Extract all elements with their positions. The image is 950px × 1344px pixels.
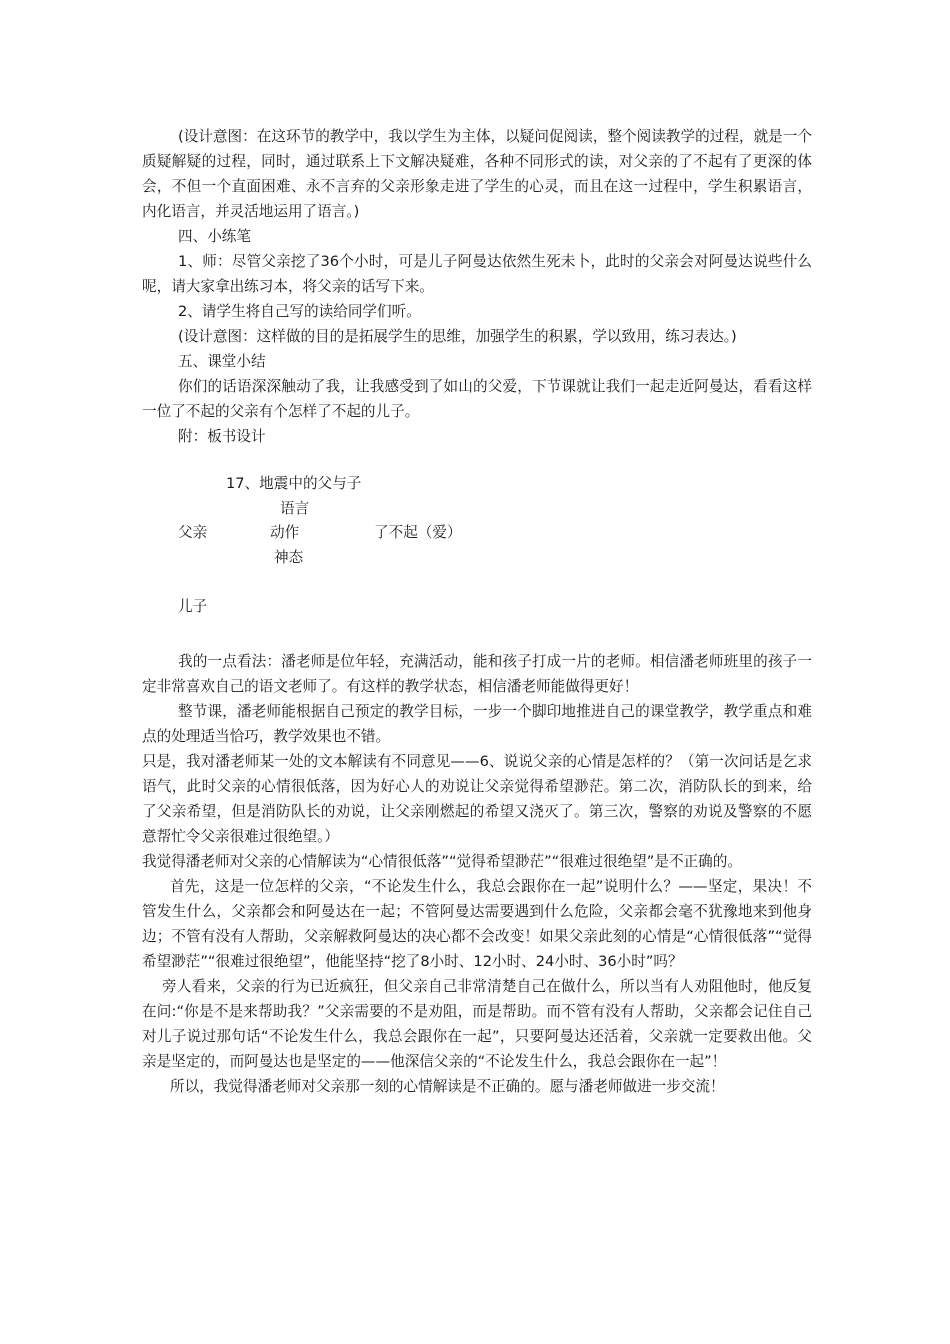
opinion-paragraph-2: 整节课，潘老师能根据自己预定的教学目标，一步一个脚印地推进自己的课堂教学，教学重点和难点的处理适当恰巧，教学效果也不错。 bbox=[142, 703, 812, 745]
opinion-paragraph-7: 所以，我觉得潘老师对父亲那一刻的心情解读是不正确的。愿与潘老师做进一步交流！ bbox=[170, 1078, 725, 1095]
design-intent-paragraph-1: (设计意图：在这环节的教学中，我以学生为主体，以疑问促阅读，整个阅读教学的过程，就是一个质疑解疑的过程，同时，通过联系上下文解决疑难，各种不同形式的读，对父亲的了不起有了更深的体会，不但一个直面困难、永不言弃的父亲形象走进了学生的心灵，而且在这一过程中，学生积累语言，内化语言，并灵活地运用了语言。) bbox=[142, 128, 812, 220]
board-expression: 神态 bbox=[274, 549, 304, 566]
opinion-paragraph-5: 首先，这是一位怎样的父亲，“不论发生什么，我总会跟你在一起”说明什么？——坚定，果决！不管发生什么，父亲都会和阿曼达在一起；不管阿曼达需要遇到什么危险，父亲都会毫不犹豫地来到他身边；不管有没有人帮助，父亲解救阿曼达的决心都不会改变！如果父亲此刻的心情是“心情很低落”“觉得希望渺茫”“很难过很绝望”，他能坚持“挖了8小时、12小时、24小时、36小时”吗？ bbox=[142, 878, 812, 970]
opinion-paragraph-4: 我觉得潘老师对父亲的心情解读为“心情很低落”“觉得希望渺茫”“很难过很绝望”是不正确的。 bbox=[142, 853, 742, 870]
board-father: 父亲 bbox=[178, 524, 208, 541]
opinion-paragraph-6: 旁人看来，父亲的行为已近疯狂，但父亲自己非常清楚自己在做什么，所以当有人劝阻他时，他反复在问:“你是不是来帮助我？”父亲需要的不是劝阻，而是帮助。而不管有没有人帮助，父亲都会记住自己对儿子说过那句话“不论发生什么，我总会跟你在一起”，只要阿曼达还活着，父亲就一定要救出他。父亲是坚定的，而阿曼达也是坚定的——他深信父亲的“不论发生什么，我总会跟你在一起”！ bbox=[142, 978, 812, 1070]
opinion-paragraph-1: 我的一点看法：潘老师是位年轻，充满活动，能和孩子打成一片的老师。相信潘老师班里的孩子一定非常喜欢自己的语文老师了。有这样的教学状态，相信潘老师能做得更好！ bbox=[142, 653, 812, 695]
practice-item-1: 1、师：尽管父亲挖了36个小时，可是儿子阿曼达依然生死未卜，此时的父亲会对阿曼达说些什么呢，请大家拿出练习本，将父亲的话写下来。 bbox=[142, 253, 812, 295]
board-language: 语言 bbox=[280, 500, 310, 517]
summary-paragraph: 你们的话语深深触动了我，让我感受到了如山的父爱，下节课就让我们一起走近阿曼达，看看这样一位了不起的父亲有个怎样了不起的儿子。 bbox=[142, 378, 812, 420]
board-action: 动作 bbox=[270, 524, 300, 541]
section-heading-summary: 五、课堂小结 bbox=[178, 353, 266, 370]
design-intent-paragraph-2: (设计意图：这样做的目的是拓展学生的思维，加强学生的积累，学以致用，练习表达。) bbox=[178, 328, 737, 345]
board-title: 17、地震中的父与子 bbox=[226, 475, 362, 492]
board-design bbox=[142, 449, 812, 615]
document-page bbox=[142, 124, 812, 1099]
practice-item-2: 2、请学生将自己写的读给同学们听。 bbox=[178, 303, 421, 320]
board-design-label: 附：板书设计 bbox=[178, 428, 266, 445]
section-heading-practice: 四、小练笔 bbox=[178, 228, 251, 245]
board-great: 了不起（爱） bbox=[374, 524, 462, 541]
board-son: 儿子 bbox=[178, 598, 208, 615]
opinion-paragraph-3: 只是，我对潘老师某一处的文本解读有不同意见——6、说说父亲的心情是怎样的？（第一次问话是乞求语气，此时父亲的心情很低落，因为好心人的劝说让父亲觉得希望渺茫。第二次，消防队长的到来，给了父亲希望，但是消防队长的劝说，让父亲刚燃起的希望又浇灭了。第三次，警察的劝说及警察的不愿意帮忙令父亲很难过很绝望。） bbox=[142, 753, 812, 845]
